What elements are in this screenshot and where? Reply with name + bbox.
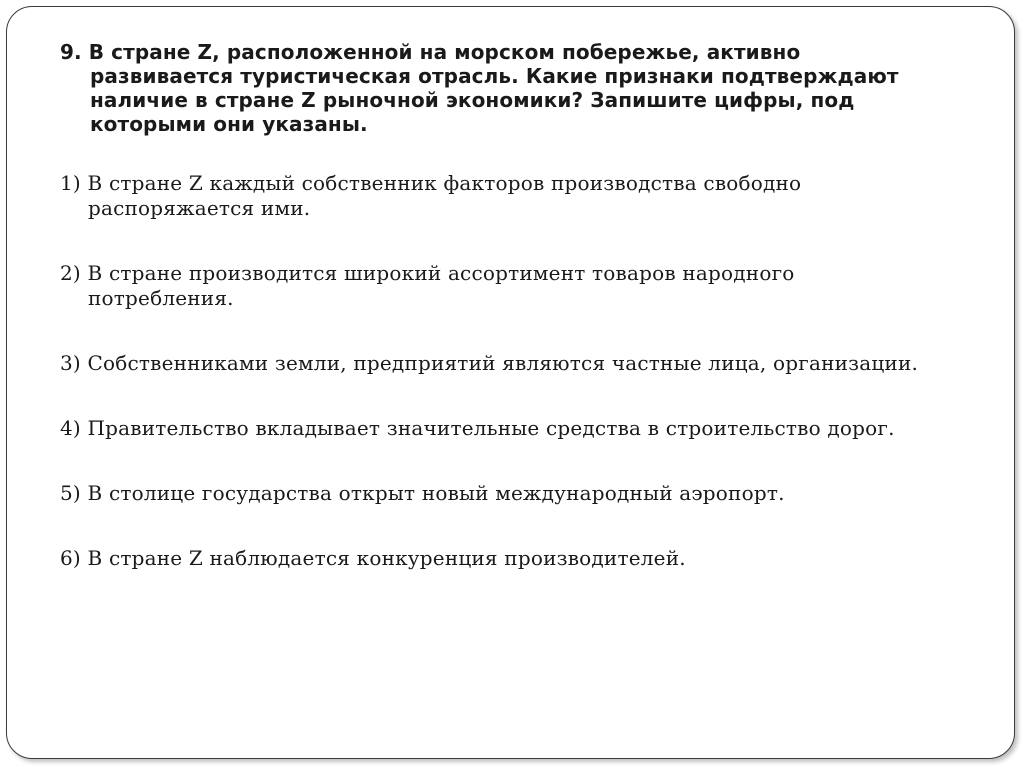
slide-content <box>60 40 940 611</box>
answer-option-1: 1) В стране Z каждый собственник факторов производства свободно распоряжается ими. <box>60 171 802 220</box>
question-text: 9. В стране Z, расположенной на морском побережье, активно развивается туристическая отрасль. Какие признаки подтверждают наличие в стране Z рыночной экономики? Запишите цифры, под которыми они указаны. <box>60 40 899 136</box>
answer-option-5: 5) В столице государства открыт новый международный аэропорт. <box>60 481 785 505</box>
answer-option-3: 3) Собственниками земли, предприятий являются частные лица, организации. <box>60 351 919 375</box>
answer-option-2: 2) В стране производится широкий ассортимент товаров народного потребления. <box>60 261 795 310</box>
answer-option-6: 6) В стране Z наблюдается конкуренция производителей. <box>60 546 686 570</box>
answer-option-4: 4) Правительство вкладывает значительные средства в строительство дорог. <box>60 416 895 440</box>
